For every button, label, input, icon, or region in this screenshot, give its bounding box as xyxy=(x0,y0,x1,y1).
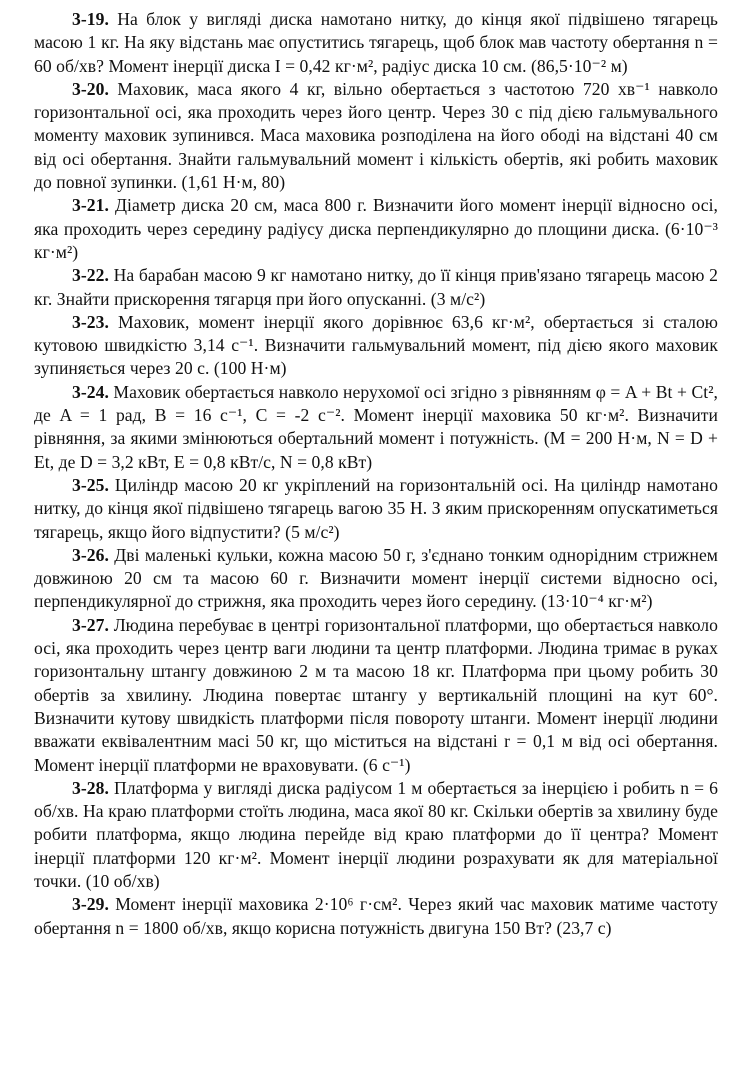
problem-text: Маховик обертається навколо нерухомої осі згідно з рівнянням φ = A + Bt + Ct², де A = 1 рад, B = 16 с⁻¹, C = -2 с⁻². Момент інерції маховика 50 кг·м². Визначити рівняння, за якими змінюються обертальний момент і потужність. (M = 200 Н·м, N = D + Et, де D = 3,2 кВт, E = 0,8 кВт/с, N = 0,8 кВт) xyxy=(34,381,718,472)
problem-text: На блок у вигляді диска намотано нитку, до кінця якої підвішено тягарець масою 1 кг. На яку відстань має опуститись тягарець, щоб блок мав частоту обертання n = 60 об/хв? Момент інерції диска I = 0,42 кг·м², радіус диска 10 см. (86,5·10⁻² м) xyxy=(34,9,718,76)
problem-text: Діаметр диска 20 см, маса 800 г. Визначити його момент інерції відносно осі, яка проходить через середину радіусу диска перпендикулярно до площини диска. (6·10⁻³ кг·м²) xyxy=(34,195,718,262)
problem-number: 3-23. xyxy=(72,311,109,332)
problem-3-21 xyxy=(34,194,718,264)
problem-3-27 xyxy=(34,614,718,777)
problem-text: Маховик, момент інерції якого дорівнює 63,6 кг·м², обертається зі сталою кутовою швидкістю 3,14 с⁻¹. Визначити гальмувальний момент, під дією якого маховик зупиняється через 20 с. (100 Н·м) xyxy=(34,311,718,379)
problem-3-22 xyxy=(34,264,718,311)
problem-number: 3-26. xyxy=(72,544,109,565)
problem-3-29 xyxy=(34,893,718,940)
problem-3-28 xyxy=(34,777,718,893)
problem-number: 3-28. xyxy=(72,777,109,798)
problem-number: 3-20. xyxy=(72,78,109,99)
problem-number: 3-29. xyxy=(72,894,109,915)
problem-text: Дві маленькі кульки, кожна масою 50 г, з'єднано тонким однорідним стрижнем довжиною 20 см та масою 60 г. Визначити момент інерції системи відносно осі, перпендикулярної до стрижня, яка проходить через його середину. (13·10⁻⁴ кг·м²) xyxy=(34,544,718,612)
problem-number: 3-27. xyxy=(72,614,109,635)
problem-text: Людина перебуває в центрі горизонтальної платформи, що обертається навколо осі, яка проходить через центр ваги людини та центр платформи. Людина тримає в руках горизонтальну штангу довжиною 2 м та масою 18 кг. Платформа при цьому робить 30 обертів за хвилину. Людина повертає штангу у вертикальній площині на кут 60°. Визначити кутову швидкість платформи після повороту штанги. Момент інерції людини вважати еквівалентним масі 50 кг, що міститься на відстані r = 0,1 м від осі обертання. Момент інерції платформи не враховувати. (6 с⁻¹) xyxy=(34,614,718,775)
problem-number: 3-22. xyxy=(72,265,109,286)
problem-text: Маховик, маса якого 4 кг, вільно обертається з частотою 720 хв⁻¹ навколо горизонтальної осі, яка проходить через його центр. Через 30 с під дією гальмувального моменту маховик зупинився. Маса маховика розподілена на його ободі на відстані 40 см від осі обертання. Знайти гальмувальний момент і кількість обертів, які робить маховик до повної зупинки. (1,61 Н·м, 80) xyxy=(34,78,718,193)
problem-3-24 xyxy=(34,381,718,474)
problem-3-23 xyxy=(34,311,718,381)
problem-3-20 xyxy=(34,78,718,194)
problem-text: Циліндр масою 20 кг укріплений на горизонтальній осі. На циліндр намотано нитку, до кінця якої підвішено тягарець вагою 35 Н. З яким прискоренням опускатиметься тягарець, якщо його відпустити? (5 м/с²) xyxy=(34,474,718,542)
problem-text: Момент інерції маховика 2·10⁶ г·см². Через який час маховик матиме частоту обертання n = 1800 об/хв, якщо корисна потужність двигуна 150 Вт? (23,7 с) xyxy=(34,894,718,938)
problem-3-26 xyxy=(34,544,718,614)
problem-number: 3-19. xyxy=(72,9,109,29)
problem-number: 3-25. xyxy=(72,474,109,495)
problem-3-25 xyxy=(34,474,718,544)
problem-number: 3-21. xyxy=(72,195,109,216)
problem-text: На барабан масою 9 кг намотано нитку, до її кінця прив'язано тягарець масою 2 кг. Знайти прискорення тягарця при його опусканні. (3 м/с²) xyxy=(34,265,718,309)
problem-text: Платформа у вигляді диска радіусом 1 м обертається за інерцією і робить n = 6 об/хв. На краю платформи стоїть людина, маса якої 80 кг. Скільки обертів за хвилину буде робити платформа, якщо людина перейде від краю платформи до її центра? Момент інерції платформи 120 кг·м². Момент інерції людини розрахувати як для матеріальної точки. (10 об/хв) xyxy=(34,777,718,891)
problem-number: 3-24. xyxy=(72,381,109,402)
problem-3-19 xyxy=(34,8,718,78)
